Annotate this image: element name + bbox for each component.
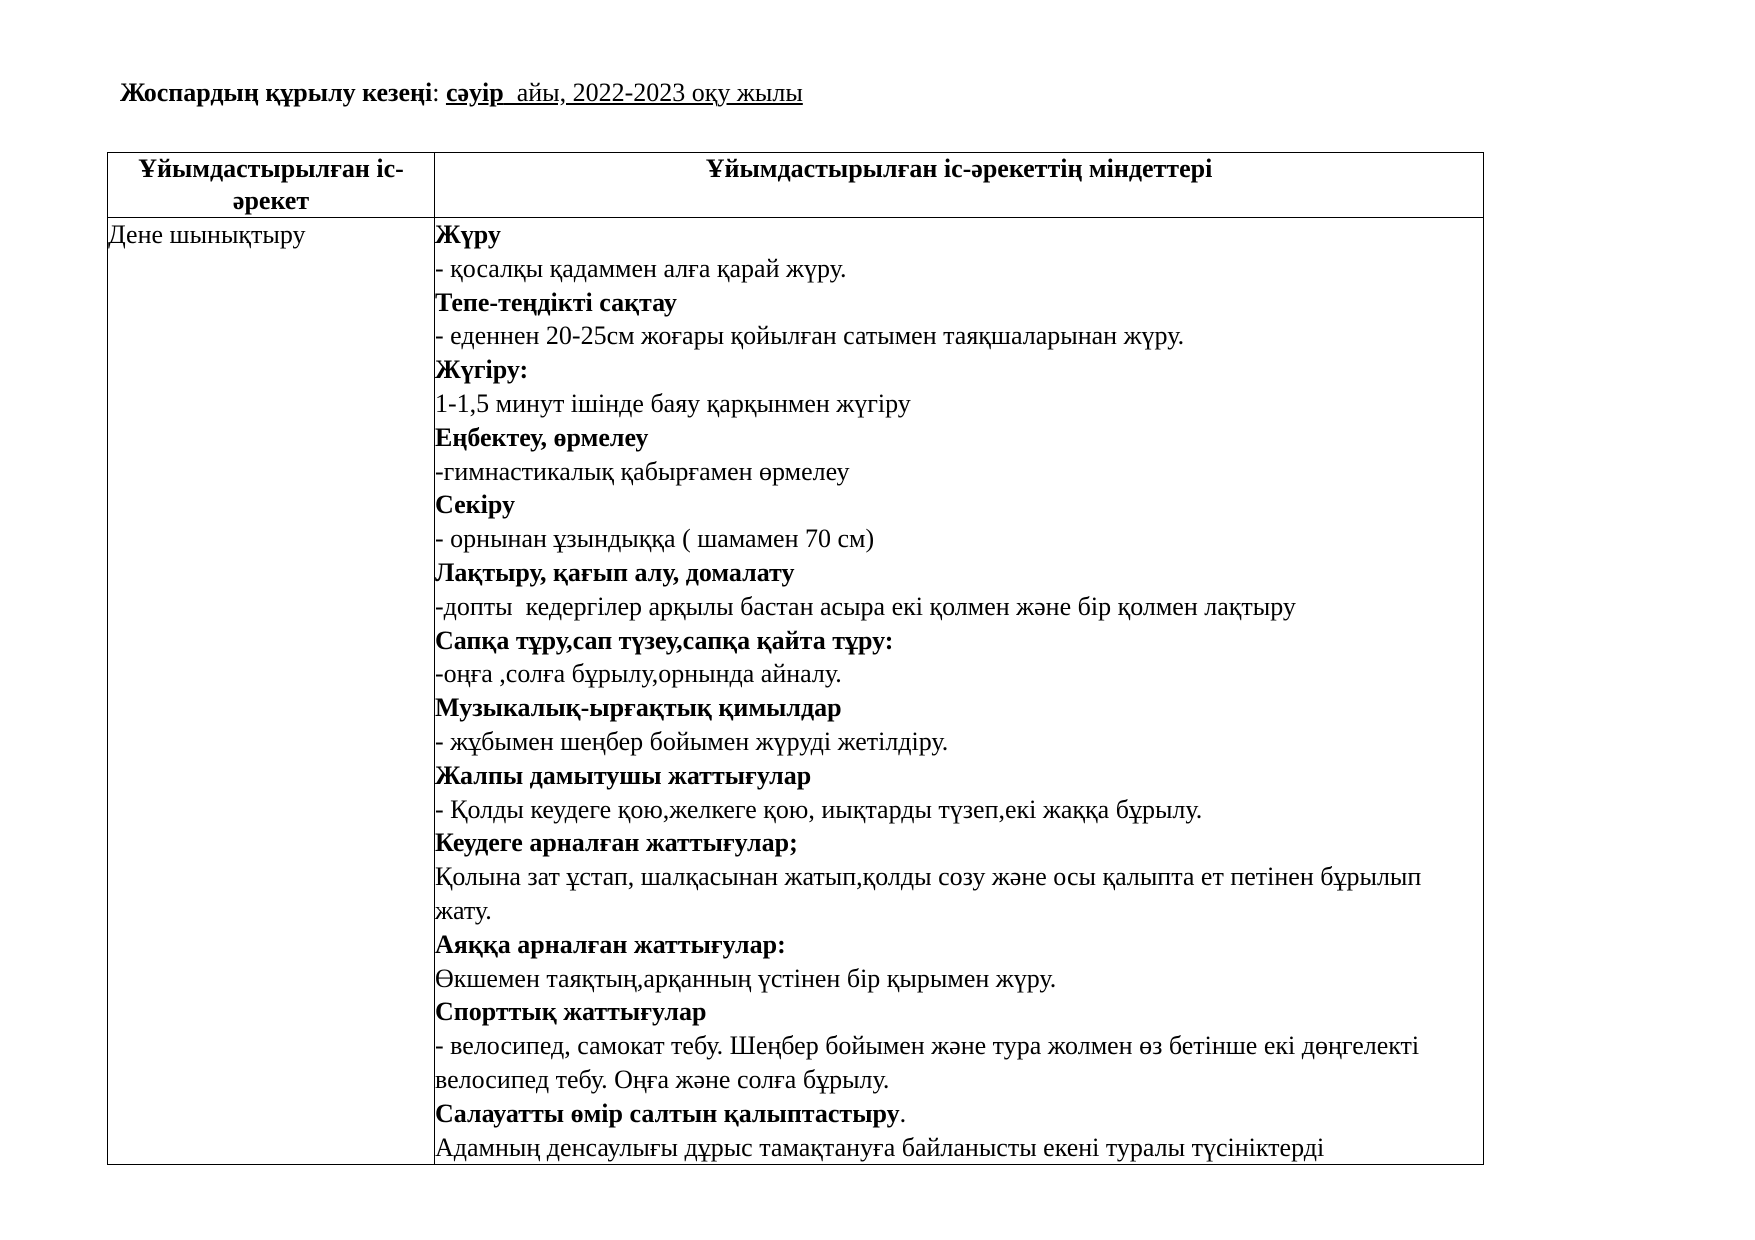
- task-section-text: -оңға ,солға бұрылу,орнында айналу.: [435, 659, 842, 689]
- task-section-title: Жалпы дамытушы жаттығулар: [435, 760, 812, 790]
- activity-cell: Дене шынықтыру: [108, 218, 435, 1165]
- plan-table: [107, 152, 1484, 1165]
- task-section-title: Еңбектеу, өрмелеу: [435, 422, 649, 452]
- plan-period-line: [120, 76, 803, 110]
- task-section-text: -гимнастикалық қабырғамен өрмелеу: [435, 456, 850, 486]
- task-section-title: Кеудеге арналған жаттығулар;: [435, 828, 798, 858]
- task-section-title: Тепе-теңдікті сақтау: [435, 287, 677, 317]
- column-header-activity: Ұйымдастырылған іс-әрекет: [108, 153, 435, 218]
- task-section-title: Аяққа арналған жаттығулар:: [435, 929, 786, 959]
- task-section: [435, 1097, 1483, 1165]
- task-section: [435, 928, 1483, 996]
- task-section: [435, 421, 1483, 489]
- task-section-title: Сапқа тұру,сап түзеу,сапқа қайта тұру:: [435, 625, 894, 655]
- task-section: [435, 759, 1483, 827]
- task-section: [435, 826, 1483, 927]
- task-section-text: -допты кедергілер арқылы бастан асыра екі қолмен және бір қолмен лақтыру: [435, 591, 1296, 621]
- task-section-title: Лақтыру, қағып алу, домалату: [435, 557, 795, 587]
- task-section-title: Спорттық жаттығулар: [435, 997, 707, 1027]
- task-section-text: Адамның денсаулығы дұрыс тамақтануға байланысты екені туралы түсініктерді: [435, 1132, 1325, 1162]
- tasks-cell: [435, 218, 1484, 1165]
- task-section: [435, 286, 1483, 354]
- task-section-title: Музыкалық-ырғақтық қимылдар: [435, 693, 842, 723]
- task-section-text: 1-1,5 минут ішінде баяу қарқынмен жүгіру: [435, 388, 911, 418]
- task-section: [435, 353, 1483, 421]
- task-section: [435, 218, 1483, 286]
- task-section: [435, 995, 1483, 1096]
- task-section-text: - жұбымен шеңбер бойымен жүруді жетілдіру.: [435, 726, 949, 756]
- task-section-title: Жүру: [435, 220, 501, 249]
- task-section-text: Қолына зат ұстап, шалқасынан жатып,қолды созу және осы қалыпта ет петінен бұрылып жату.: [435, 862, 1422, 925]
- task-section-text: - Қолды кеудеге қою,желкеге қою, иықтарды түзеп,екі жаққа бұрылу.: [435, 794, 1203, 824]
- plan-period-month: сәуір: [445, 78, 504, 107]
- plan-period-value: [446, 78, 803, 107]
- task-section-text: - велосипед, самокат тебу. Шеңбер бойымен және тура жолмен өз бетінше екі дөңгелекті велосипед тебу. Оңға және солға бұрылу.: [435, 1031, 1420, 1094]
- task-section-title: Жүгіру:: [435, 355, 529, 385]
- plan-period-rest: айы, 2022-2023 оқу жылы: [503, 78, 803, 107]
- column-header-tasks: Ұйымдастырылған іс-әрекеттің міндеттері: [435, 153, 1484, 218]
- task-section: [435, 691, 1483, 759]
- table-header-row: [108, 153, 1484, 218]
- task-section-title: Секіру: [435, 490, 515, 520]
- table-row: [108, 218, 1484, 1165]
- task-section-text: - еденнен 20-25см жоғары қойылған сатымен таяқшаларынан жүру.: [435, 321, 1185, 351]
- task-section: [435, 488, 1483, 556]
- task-section: [435, 624, 1483, 692]
- task-section-title: Салауатты өмір салтын қалыптастыру.: [435, 1098, 907, 1128]
- plan-period-label: Жоспардың құрылу кезеңі: [120, 78, 433, 107]
- task-section: [435, 556, 1483, 624]
- task-section-text: - орнынан ұзындыққа ( шамамен 70 см): [435, 524, 875, 554]
- plan-period-colon: :: [432, 78, 440, 107]
- task-section-text: Өкшемен таяқтың,арқанның үстінен бір қырымен жүру.: [435, 963, 1057, 993]
- task-section-text: - қосалқы қадаммен алға қарай жүру.: [435, 253, 847, 283]
